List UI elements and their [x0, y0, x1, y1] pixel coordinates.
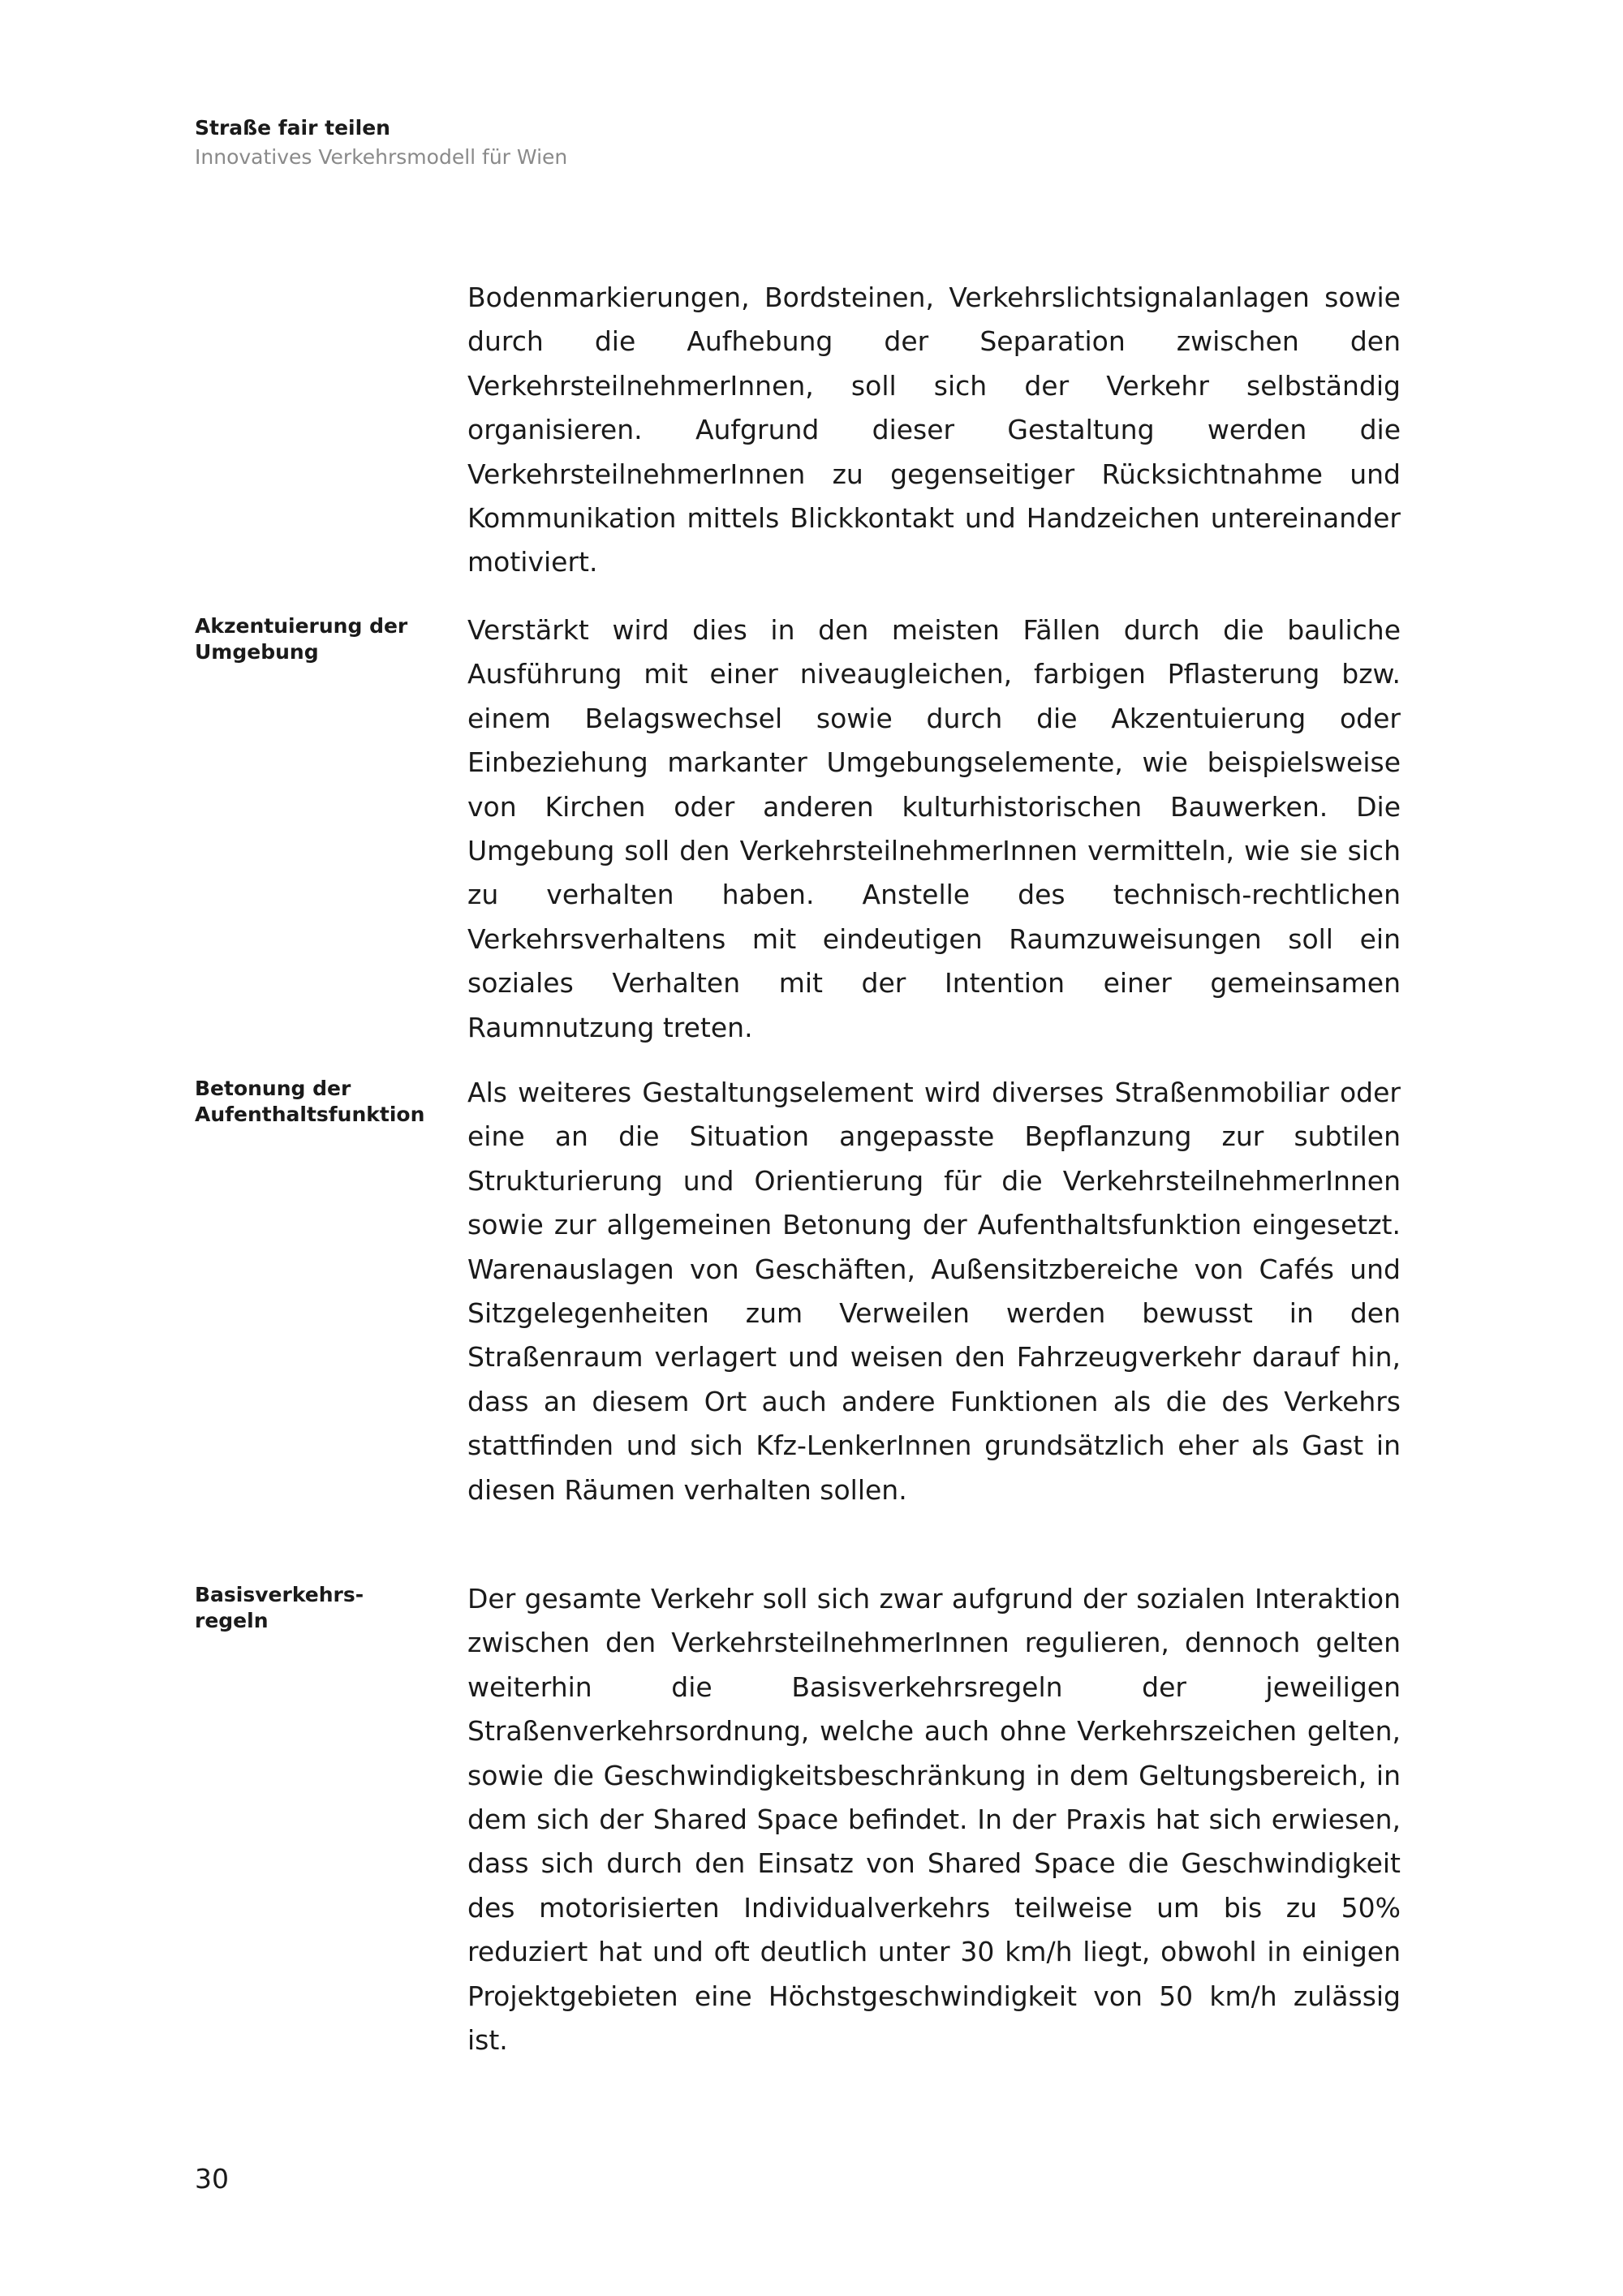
body-paragraph: Als weiteres Gestaltungselement wird diverses Straßenmobiliar oder eine an die Situation angepasste Bepflanzung zur subtilen Strukturierung und Orientierung für die VerkehrsteilnehmerInnen sowie zur allgemeinen Betonung der Aufenthaltsfunktion eingesetzt. Warenauslagen von Geschäften, Außensitzbereiche von Cafés und Sitzgelegenheiten zum Verweilen werden bewusst in den Straßenraum verlagert und weisen den Fahrzeugverkehr darauf hin, dass an diesem Ort auch andere Funktionen als die des Verkehrs stattfinden und sich Kfz-LenkerInnen grundsätzlich eher als Gast in diesen Räumen verhalten sollen.: [467, 1077, 1401, 1506]
document-subtitle: Innovatives Verkehrsmodell für Wien: [195, 145, 568, 169]
margin-heading: Basisverkehrs-regeln: [195, 1583, 364, 1632]
body-paragraph: Verstärkt wird dies in den meisten Fällen durch die bauliche Ausführung mit einer niveaugleichen, farbigen Pflasterung bzw. einem Belagswechsel sowie durch die Akzentuierung oder Einbeziehung markanter Umgebungselemente, wie beispielsweise von Kirchen oder anderen kulturhistorischen Bauwerken. Die Umgebung soll den VerkehrsteilnehmerInnen vermitteln, wie sie sich zu verhalten haben. Anstelle des technisch-rechtlichen Verkehrsverhaltens mit eindeutigen Raumzuweisungen soll ein soziales Verhalten mit der Intention einer gemeinsamen Raumnutzung treten.: [467, 614, 1401, 1043]
margin-heading: Akzentuierung der Umgebung: [195, 614, 408, 664]
body-paragraph: Bodenmarkierungen, Bordsteinen, Verkehrslichtsignalanlagen sowie durch die Aufhebung der Separation zwischen den VerkehrsteilnehmerInnen, soll sich der Verkehr selbständig organisieren. Aufgrund dieser Gestaltung werden die VerkehrsteilnehmerInnen zu gegenseitiger Rücksichtnahme und Kommunikation mittels Blickkontakt und Handzeichen untereinander motiviert.: [467, 282, 1401, 578]
page-number: 30: [195, 2163, 229, 2195]
body-paragraph: Der gesamte Verkehr soll sich zwar aufgrund der sozialen Interaktion zwischen den VerkehrsteilnehmerInnen regulieren, dennoch gelten weiterhin die Basisverkehrsregeln der jeweiligen Straßenverkehrsordnung, welche auch ohne Verkehrszeichen gelten, sowie die Geschwindigkeitsbeschränkung in dem Geltungsbereich, in dem sich der Shared Space befindet. In der Praxis hat sich erwiesen, dass sich durch den Einsatz von Shared Space die Geschwindigkeit des motorisierten Individualverkehrs teilweise um bis zu 50% reduziert hat und oft deutlich unter 30 km/h liegt, obwohl in einigen Projektgebieten eine Höchstgeschwindigkeit von 50 km/h zulässig ist.: [467, 1583, 1401, 2057]
document-title: Straße fair teilen: [195, 116, 390, 140]
margin-heading: Betonung der Aufenthaltsfunktion: [195, 1077, 425, 1126]
page-header: [195, 114, 567, 172]
